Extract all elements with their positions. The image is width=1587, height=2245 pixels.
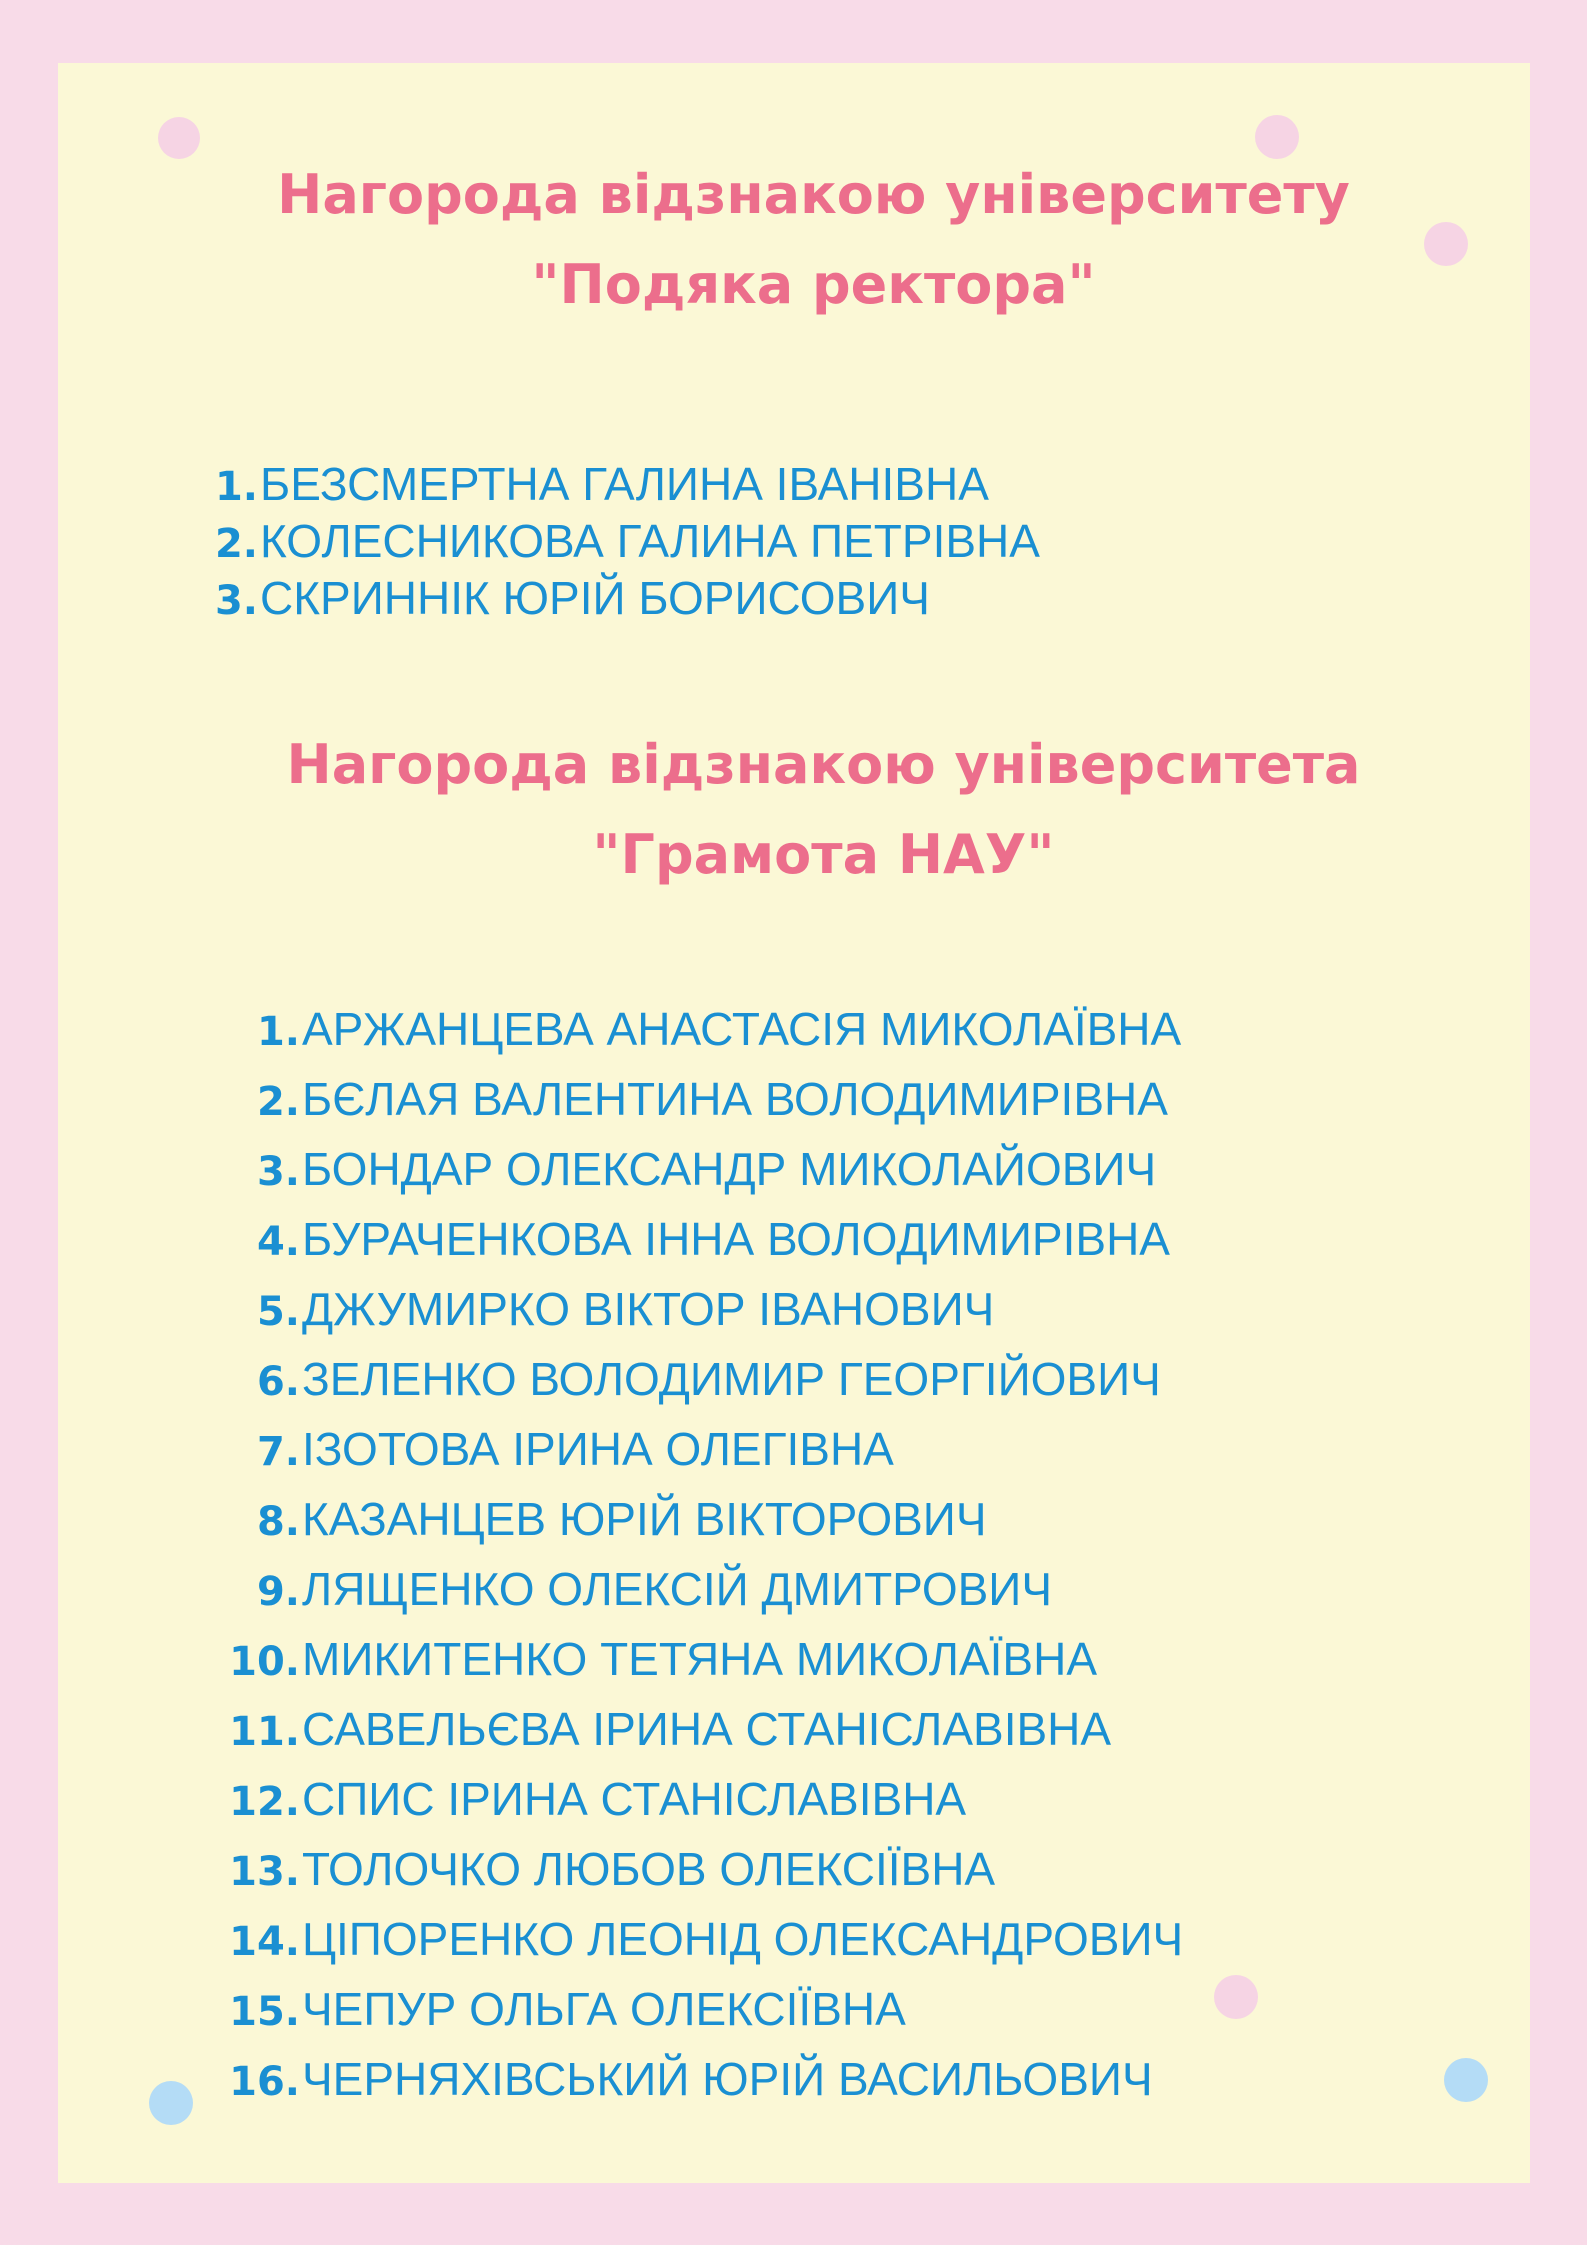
- item-name: БЄЛАЯ ВАЛЕНТИНА ВОЛОДИМИРІВНА: [302, 1073, 1168, 1125]
- item-number: 6.: [256, 1359, 300, 1405]
- item-name: СКРИННІК ЮРІЙ БОРИСОВИЧ: [260, 572, 930, 624]
- item-name: БЕЗСМЕРТНА ГАЛИНА ІВАНІВНА: [260, 458, 989, 510]
- list-item: [0, 1910, 1183, 1968]
- item-name: ЗЕЛЕНКО ВОЛОДИМИР ГЕОРГІЙОВИЧ: [302, 1353, 1161, 1405]
- item-number: 9.: [256, 1569, 300, 1615]
- list-item: [0, 1350, 1161, 1408]
- item-number: 11.: [229, 1709, 300, 1755]
- list-item: [0, 1210, 1170, 1268]
- item-name: АРЖАНЦЕВА АНАСТАСІЯ МИКОЛАЇВНА: [302, 1003, 1182, 1055]
- item-number: 4.: [256, 1219, 300, 1265]
- item-name: БУРАЧЕНКОВА ІННА ВОЛОДИМИРІВНА: [302, 1213, 1170, 1265]
- list-item: [0, 569, 930, 627]
- list-item: [0, 1280, 994, 1338]
- item-number: 14.: [229, 1919, 300, 1965]
- item-name: ЛЯЩЕНКО ОЛЕКСІЙ ДМИТРОВИЧ: [302, 1563, 1053, 1615]
- item-name: ЧЕПУР ОЛЬГА ОЛЕКСІЇВНА: [302, 1983, 906, 2035]
- item-number: 12.: [229, 1779, 300, 1825]
- list-item: [0, 1140, 1156, 1198]
- list-item: [0, 2050, 1153, 2108]
- list-item: [0, 512, 1040, 570]
- section2-heading-line1: Нагорода відзнакою університета: [286, 733, 1361, 796]
- list-item: [0, 1070, 1168, 1128]
- item-number: 1.: [214, 464, 258, 510]
- list-item: [0, 1980, 906, 2038]
- decorative-dot-icon: [1444, 2058, 1488, 2102]
- item-name: ДЖУМИРКО ВІКТОР ІВАНОВИЧ: [302, 1283, 995, 1335]
- item-name: ЦІПОРЕНКО ЛЕОНІД ОЛЕКСАНДРОВИЧ: [302, 1913, 1184, 1965]
- list-item: [0, 1000, 1181, 1058]
- list-item: [0, 1700, 1111, 1758]
- item-name: ЧЕРНЯХІВСЬКИЙ ЮРІЙ ВАСИЛЬОВИЧ: [302, 2053, 1153, 2105]
- list-item: [0, 1770, 966, 1828]
- item-number: 16.: [229, 2059, 300, 2105]
- item-number: 2.: [256, 1079, 300, 1125]
- item-name: БОНДАР ОЛЕКСАНДР МИКОЛАЙОВИЧ: [302, 1143, 1157, 1195]
- list-item: [0, 1420, 894, 1478]
- item-number: 13.: [229, 1849, 300, 1895]
- item-name: САВЕЛЬЄВА ІРИНА СТАНІСЛАВІВНА: [302, 1703, 1112, 1755]
- item-name: ІЗОТОВА ІРИНА ОЛЕГІВНА: [302, 1423, 894, 1475]
- decorative-dot-icon: [1214, 1975, 1258, 2019]
- item-number: 2.: [214, 521, 258, 567]
- list-item: [0, 1840, 995, 1898]
- item-number: 10.: [229, 1639, 300, 1685]
- item-number: 1.: [256, 1009, 300, 1055]
- item-number: 15.: [229, 1989, 300, 2035]
- section1-heading-line2: "Подяка ректора": [531, 253, 1096, 316]
- section2-heading: [30, 720, 1587, 900]
- item-number: 3.: [214, 578, 258, 624]
- list-item: [0, 1560, 1052, 1618]
- item-name: МИКИТЕНКО ТЕТЯНА МИКОЛАЇВНА: [302, 1633, 1098, 1685]
- item-number: 3.: [256, 1149, 300, 1195]
- item-name: ТОЛОЧКО ЛЮБОВ ОЛЕКСІЇВНА: [302, 1843, 996, 1895]
- item-name: КАЗАНЦЕВ ЮРІЙ ВІКТОРОВИЧ: [302, 1493, 987, 1545]
- list-item: [0, 1490, 987, 1548]
- item-name: СПИС ІРИНА СТАНІСЛАВІВНА: [302, 1773, 967, 1825]
- section2-heading-line2: "Грамота НАУ": [592, 823, 1055, 886]
- item-name: КОЛЕСНИКОВА ГАЛИНА ПЕТРІВНА: [260, 515, 1040, 567]
- section1-heading-line1: Нагорода відзнакою університету: [277, 163, 1350, 226]
- list-item: [0, 1630, 1097, 1688]
- item-number: 5.: [256, 1289, 300, 1335]
- item-number: 8.: [256, 1499, 300, 1545]
- section1-heading: [20, 150, 1587, 330]
- item-number: 7.: [256, 1429, 300, 1475]
- list-item: [0, 455, 989, 513]
